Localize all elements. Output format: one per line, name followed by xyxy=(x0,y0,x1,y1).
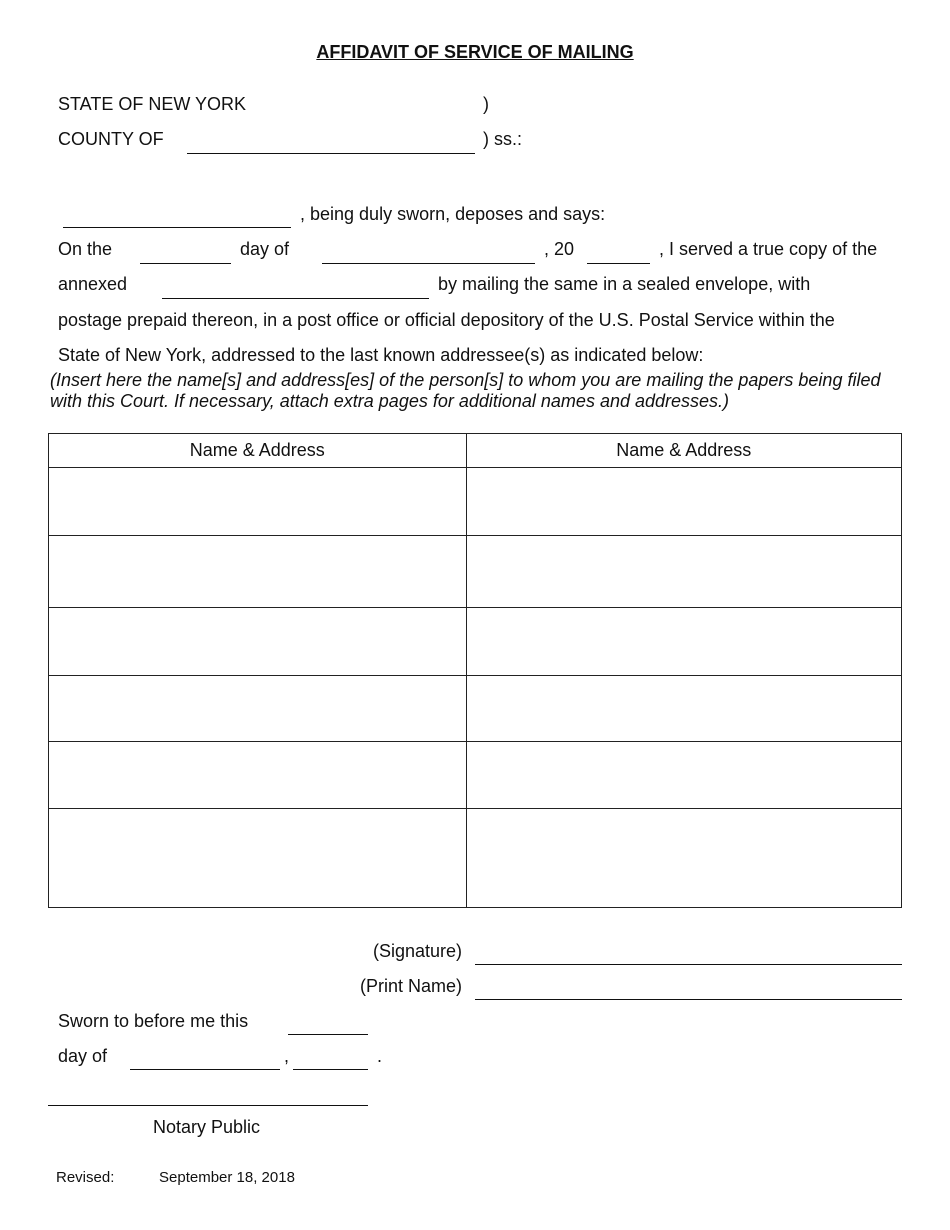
served-text: , I served a true copy of the xyxy=(659,239,878,259)
address-cell[interactable] xyxy=(466,809,902,908)
address-cell[interactable] xyxy=(49,536,467,608)
address-cell[interactable] xyxy=(466,468,902,536)
signature-field[interactable] xyxy=(475,964,902,965)
page-title: AFFIDAVIT OF SERVICE OF MAILING xyxy=(316,42,634,62)
jurat-day-of-text: day of xyxy=(58,1046,108,1066)
notary-label: Notary Public xyxy=(153,1117,261,1137)
postage-text: postage prepaid thereon, in a post office or official depository of the U.S. Postal Service within the xyxy=(58,310,835,330)
table-row xyxy=(49,468,902,536)
address-cell[interactable] xyxy=(49,608,467,676)
service-month-field[interactable] xyxy=(322,263,535,264)
address-cell[interactable] xyxy=(466,536,902,608)
state-label: STATE OF NEW YORK xyxy=(58,94,247,114)
address-cell[interactable] xyxy=(466,608,902,676)
address-cell[interactable] xyxy=(49,742,467,809)
table-header: Name & Address xyxy=(49,434,467,468)
jurat-period: . xyxy=(377,1046,383,1066)
address-cell[interactable] xyxy=(49,468,467,536)
address-table xyxy=(48,433,902,908)
county-field[interactable] xyxy=(187,153,475,154)
print-name-label: (Print Name) xyxy=(360,976,463,996)
revised-date: September 18, 2018 xyxy=(159,1169,295,1186)
table-header: Name & Address xyxy=(466,434,902,468)
on-the-text: On the xyxy=(58,239,113,259)
annexed-document-field[interactable] xyxy=(162,298,429,299)
address-cell[interactable] xyxy=(49,809,467,908)
state-ny-text: State of New York, addressed to the last known addressee(s) as indicated below: xyxy=(58,345,704,365)
address-cell[interactable] xyxy=(49,676,467,742)
table-row xyxy=(49,608,902,676)
annexed-text: annexed xyxy=(58,274,128,294)
table-row xyxy=(49,809,902,908)
twenty-text: , 20 xyxy=(544,239,575,259)
table-row xyxy=(49,676,902,742)
by-mailing-text: by mailing the same in a sealed envelope, with xyxy=(438,274,811,294)
notary-signature-field[interactable] xyxy=(48,1105,368,1106)
signature-label: (Signature) xyxy=(373,941,463,961)
service-day-field[interactable] xyxy=(140,263,231,264)
instructions-note: (Insert here the name[s] and address[es] of the person[s] to whom you are mailing the papers being filed with this Court. If necessary, attach extra pages for additional names and addresses.) xyxy=(50,370,881,411)
jurat-year-field[interactable] xyxy=(293,1069,368,1070)
table-row xyxy=(49,536,902,608)
jurat-day-field[interactable] xyxy=(288,1034,368,1035)
print-name-field[interactable] xyxy=(475,999,902,1000)
county-label: COUNTY OF xyxy=(58,129,164,149)
table-header-row xyxy=(49,434,902,468)
deponent-name-field[interactable] xyxy=(63,227,291,228)
day-of-text: day of xyxy=(240,239,290,259)
service-year-field[interactable] xyxy=(587,263,650,264)
jurat-month-field[interactable] xyxy=(130,1069,280,1070)
address-cell[interactable] xyxy=(466,676,902,742)
venue-ss: ) ss.: xyxy=(483,129,522,149)
jurat-comma: , xyxy=(284,1046,290,1066)
venue-paren: ) xyxy=(483,94,489,114)
sworn-before-text: Sworn to before me this xyxy=(58,1011,249,1031)
table-row xyxy=(49,742,902,809)
revised-label: Revised: xyxy=(56,1169,115,1186)
sworn-text: , being duly sworn, deposes and says: xyxy=(300,204,606,224)
address-cell[interactable] xyxy=(466,742,902,809)
